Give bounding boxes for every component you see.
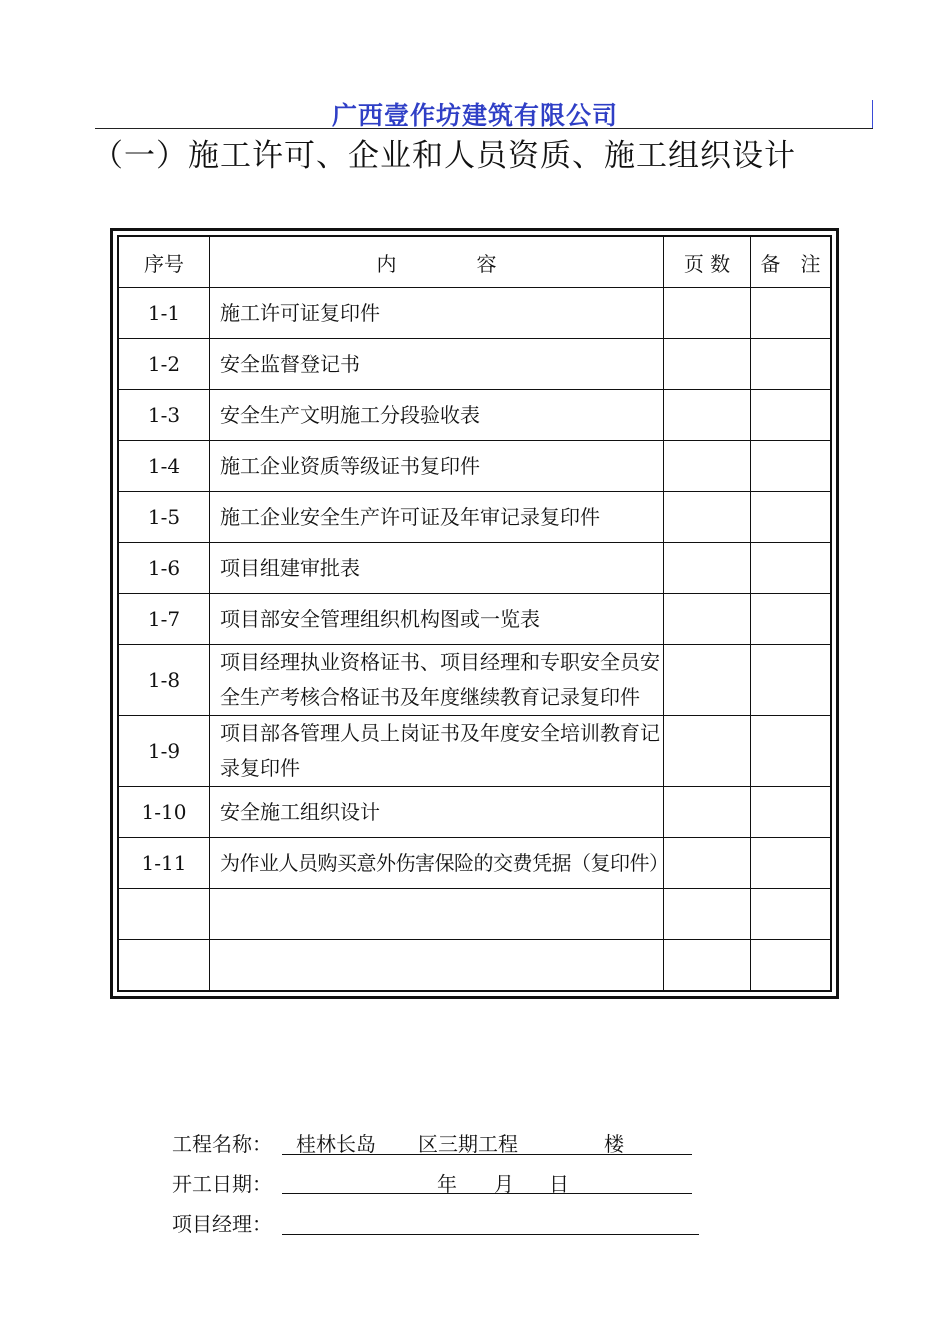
row-pages [664, 716, 751, 787]
row-content: 施工企业安全生产许可证及年审记录复印件 [210, 492, 664, 543]
project-name-underline [282, 1154, 692, 1155]
header-pages: 页 数 [664, 237, 751, 288]
row-no: 1-8 [119, 645, 210, 716]
row-pages [664, 441, 751, 492]
row-content: 项目经理执业资格证书、项目经理和专职安全员安全生产考核合格证书及年度继续教育记录复印件 [210, 645, 664, 716]
row-content: 项目组建审批表 [210, 543, 664, 594]
table-row [119, 594, 831, 645]
header-content: 内 容 [210, 237, 664, 288]
row-pages [664, 339, 751, 390]
row-pages [664, 645, 751, 716]
table-row [119, 543, 831, 594]
row-remark [751, 390, 831, 441]
header-rule [95, 128, 873, 129]
row-pages [664, 288, 751, 339]
row-remark [751, 787, 831, 838]
row-remark [751, 288, 831, 339]
table-header-row [119, 237, 831, 288]
project-name-value-3: 楼 [604, 1132, 624, 1156]
row-no: 1-9 [119, 716, 210, 787]
row-remark [751, 838, 831, 889]
table-row [119, 645, 831, 716]
row-remark [751, 441, 831, 492]
row-no [119, 889, 210, 940]
table-row [119, 940, 831, 991]
row-pages [664, 390, 751, 441]
row-pages [664, 594, 751, 645]
table-row [119, 390, 831, 441]
row-remark [751, 543, 831, 594]
table-row [119, 492, 831, 543]
row-pages [664, 838, 751, 889]
document-title: （一）施工许可、企业和人员资质、施工组织设计 [92, 138, 796, 174]
row-no: 1-1 [119, 288, 210, 339]
header-no: 序号 [119, 237, 210, 288]
company-header: 广西壹作坊建筑有限公司 [331, 101, 618, 130]
row-no: 1-5 [119, 492, 210, 543]
table-row [119, 838, 831, 889]
header-remark: 备 注 [751, 237, 831, 288]
row-remark [751, 492, 831, 543]
row-no: 1-4 [119, 441, 210, 492]
table-row [119, 339, 831, 390]
project-name-value-2: 区三期工程 [418, 1132, 518, 1156]
start-date-label: 开工日期： [172, 1172, 272, 1196]
start-date-month: 月 [494, 1172, 514, 1196]
row-content: 为作业人员购买意外伤害保险的交费凭据（复印件） [210, 838, 664, 889]
row-no [119, 940, 210, 991]
project-manager-underline [282, 1234, 699, 1235]
row-remark [751, 594, 831, 645]
row-no: 1-3 [119, 390, 210, 441]
document-table-frame [110, 228, 839, 999]
row-remark [751, 645, 831, 716]
row-content: 安全施工组织设计 [210, 787, 664, 838]
document-index-table [118, 236, 831, 991]
row-no: 1-7 [119, 594, 210, 645]
row-content: 安全生产文明施工分段验收表 [210, 390, 664, 441]
table-row [119, 716, 831, 787]
row-content: 施工许可证复印件 [210, 288, 664, 339]
row-content: 安全监督登记书 [210, 339, 664, 390]
row-remark [751, 339, 831, 390]
row-content: 项目部安全管理组织机构图或一览表 [210, 594, 664, 645]
row-content [210, 889, 664, 940]
row-no: 1-11 [119, 838, 210, 889]
row-no: 1-2 [119, 339, 210, 390]
project-name-value-1: 桂林长岛 [296, 1132, 376, 1156]
row-no: 1-6 [119, 543, 210, 594]
start-date-year: 年 [437, 1172, 457, 1196]
start-date-underline [282, 1193, 692, 1194]
start-date-day: 日 [549, 1172, 569, 1196]
table-row [119, 787, 831, 838]
row-pages [664, 787, 751, 838]
row-content: 施工企业资质等级证书复印件 [210, 441, 664, 492]
row-remark [751, 940, 831, 991]
table-row [119, 889, 831, 940]
table-row [119, 288, 831, 339]
row-pages [664, 492, 751, 543]
row-remark [751, 889, 831, 940]
table-row [119, 441, 831, 492]
row-pages [664, 940, 751, 991]
row-content [210, 940, 664, 991]
row-pages [664, 543, 751, 594]
row-pages [664, 889, 751, 940]
project-name-label: 工程名称： [172, 1132, 272, 1156]
row-content: 项目部各管理人员上岗证书及年度安全培训教育记录复印件 [210, 716, 664, 787]
row-remark [751, 716, 831, 787]
project-manager-label: 项目经理： [172, 1212, 272, 1236]
header-margin-mark [872, 100, 873, 128]
row-no: 1-10 [119, 787, 210, 838]
